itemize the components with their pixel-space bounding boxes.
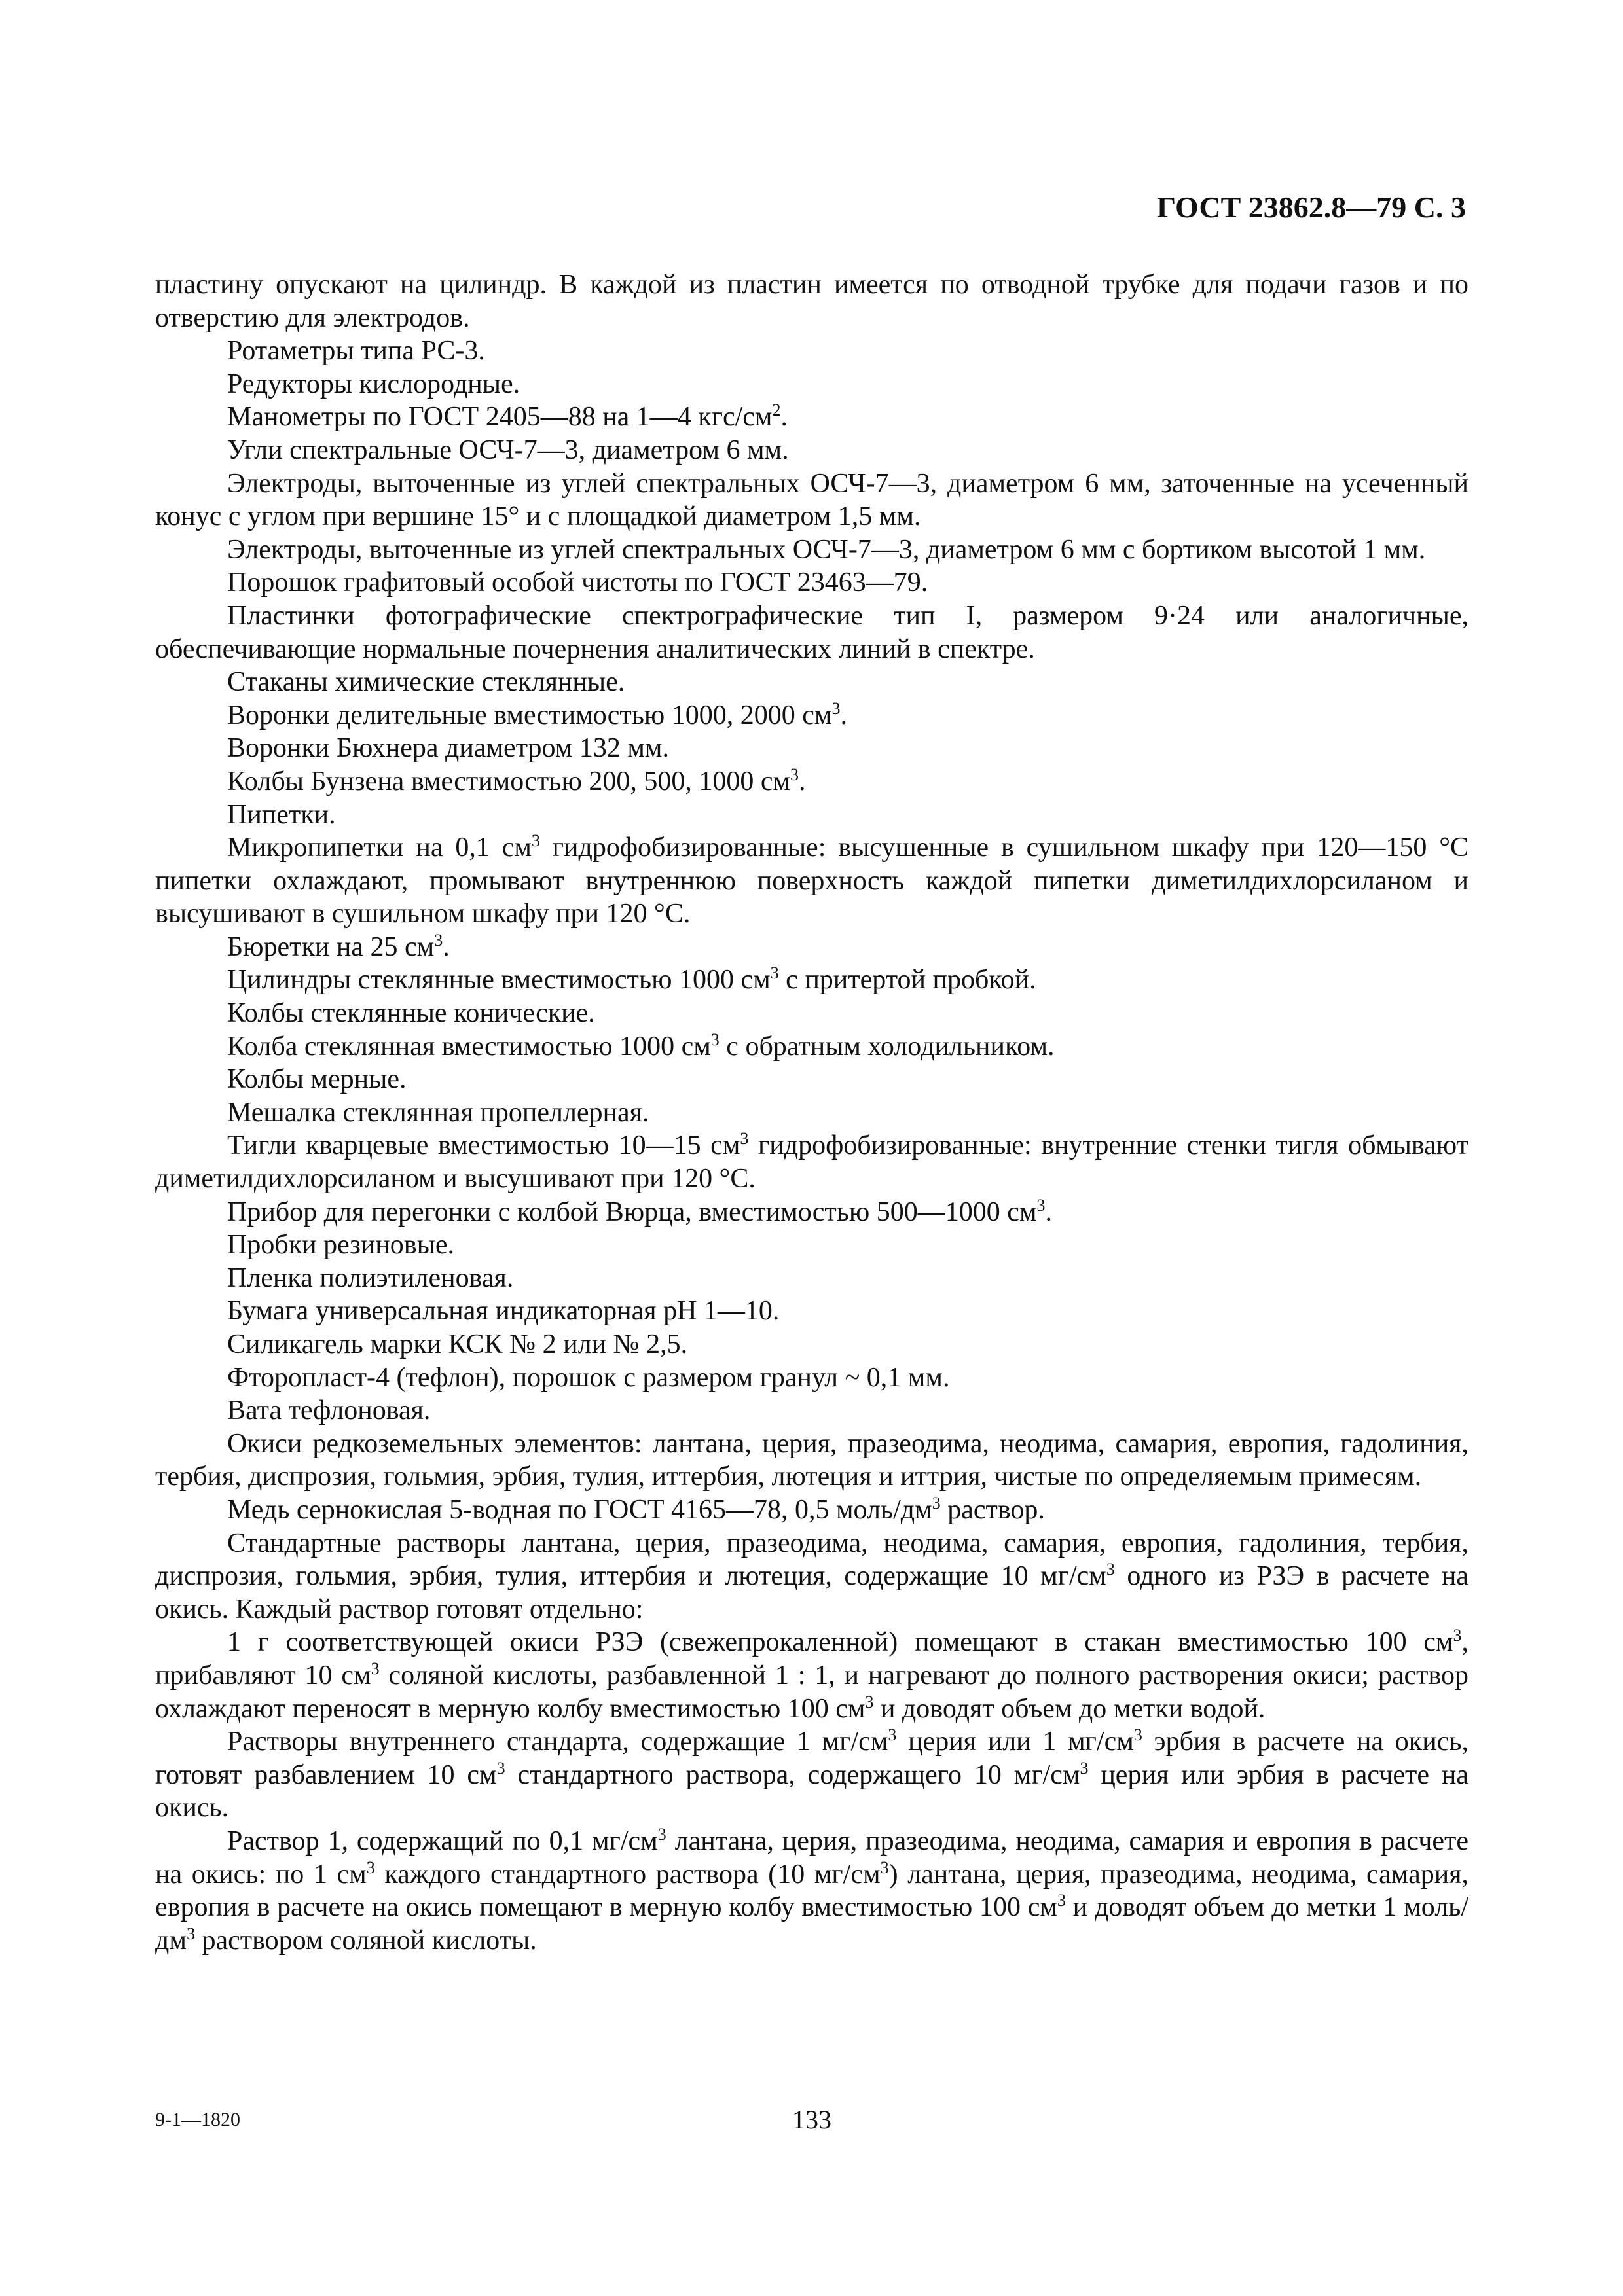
superscript: 3 bbox=[888, 1725, 897, 1745]
paragraph: Колба стеклянная вместимостью 1000 $см^3$ с обратным холодильником. bbox=[227, 1030, 1055, 1062]
superscript: 3 bbox=[186, 1924, 195, 1943]
paragraph: Редукторы кислородные. bbox=[227, 368, 520, 399]
paragraph: пластину опускают на цилиндр. В каждой из пластин имеется по отводной трубке для подачи газов и по отверстию для электродов. bbox=[155, 270, 1468, 333]
paragraph: Цилиндры стеклянные вместимостью 1000 $см^3$ с притертой пробкой. bbox=[227, 963, 1036, 996]
superscript: 3 bbox=[1080, 1758, 1089, 1778]
paragraph: Электроды, выточенные из углей спектральных ОСЧ-7—3, диаметром 6 мм, заточенные на усеченный конус с углом при вершине 15° и с площадкой диаметром 1,5 мм. bbox=[155, 468, 1468, 532]
superscript: 3 bbox=[1057, 1891, 1066, 1910]
superscript: 3 bbox=[434, 930, 443, 950]
superscript: 3 bbox=[932, 1493, 941, 1513]
paragraph: Прибор для перегонки с колбой Вюрца, вместимостью 500—1000 $см^3$. bbox=[227, 1195, 1053, 1227]
paragraph: Пленка полиэтиленовая. bbox=[227, 1263, 514, 1293]
paragraph: Пипетки. bbox=[227, 799, 336, 830]
paragraph: Электроды, выточенные из углей спектральных ОСЧ-7—3, диаметром 6 мм с бортиком высотой 1 мм. bbox=[227, 534, 1426, 565]
paragraph: Растворы внутреннего стандарта, содержащие 1 $мг/см^3$ церия или 1 $мг/см^3$ эрбия в расчете на окись, готовят разбавлением 10 $см^3$ стандартного раствора, содержащего 10 $мг/см^3$ церия или эрбия в расчете на окись. bbox=[155, 1725, 1468, 1823]
superscript: 3 bbox=[865, 1692, 874, 1712]
superscript: 3 bbox=[1036, 1195, 1046, 1215]
paragraph: Силикагель марки КСК № 2 или № 2,5. bbox=[227, 1329, 688, 1359]
footer-code: 9-1—1820 bbox=[155, 2109, 240, 2130]
paragraph: Фторопласт-4 (тефлон), порошок с размером гранул ~ 0,1 мм. bbox=[227, 1362, 950, 1393]
paragraph: Раствор 1, содержащий по 0,1 $мг/см^3$ лантана, церия, празеодима, неодима, самария и европия в расчете на окись: по 1 $см^3$ каждого стандартного раствора (10 $мг/см^3$) лантана, церия, празеодима, неодима, самария, европия в расчете на окись помещают в мерную колбу вместимостью 100 $см^3$ и доводят объем до метки 1 моль/$дм^3$ раствором соляной кислоты. bbox=[155, 1824, 1469, 1956]
document-body bbox=[155, 268, 1468, 1957]
superscript: 3 bbox=[770, 963, 779, 983]
superscript: 3 bbox=[371, 1659, 380, 1678]
paragraph: Порошок графитовый особой чистоты по ГОСТ 23463—79. bbox=[227, 567, 928, 598]
paragraph: Ротаметры типа РС-3. bbox=[227, 336, 485, 367]
paragraph: Пробки резиновые. bbox=[227, 1230, 454, 1261]
paragraph: Воронки делительные вместимостью 1000, 2000 $см^3$. bbox=[227, 698, 847, 730]
paragraph: Колбы Бунзена вместимостью 200, 500, 1000 $см^3$. bbox=[227, 764, 806, 797]
paragraph: Бюретки на 25 $см^3$. bbox=[227, 930, 450, 962]
paragraph: Пластинки фотографические спектрографические тип I, размером 9·24 или аналогичные, обеспечивающие нормальные почернения аналитических линий в спектре. bbox=[155, 600, 1468, 664]
paragraph: 1 г соответствующей окиси РЗЭ (свежепрокаленной) помещают в стакан вместимостью 100 $см^3$, прибавляют 10 $см^3$ соляной кислоты, разбавленной 1 : 1, и нагревают до полного растворения окиси; раствор охлаждают переносят в мерную колбу вместимостью 100 $см^3$ и доводят объем до метки водой. bbox=[155, 1626, 1469, 1724]
page-number: 133 bbox=[792, 2105, 831, 2134]
superscript: 3 bbox=[790, 764, 799, 784]
paragraph: Воронки Бюхнера диаметром 132 мм. bbox=[227, 733, 669, 764]
paragraph: Стандартные растворы лантана, церия, празеодима, неодима, самария, европия, гадолиния, тербия, диспрозия, гольмия, эрбия, тулия, иттербия и лютеция, содержащие 10 $мг/см^3$ одного из РЗЭ в расчете на окись. Каждый раствор готовят отдельно: bbox=[155, 1528, 1468, 1624]
page-header: ГОСТ 23862.8—79 С. 3 bbox=[1156, 190, 1466, 224]
paragraph: Угли спектральные ОСЧ-7—3, диаметром 6 мм. bbox=[227, 435, 789, 465]
superscript: 3 bbox=[1453, 1626, 1462, 1645]
paragraph: Мешалка стеклянная пропеллерная. bbox=[227, 1097, 649, 1128]
superscript: 3 bbox=[740, 1129, 749, 1149]
superscript: 2 bbox=[772, 401, 781, 420]
paragraph: Стаканы химические стеклянные. bbox=[227, 667, 625, 698]
paragraph: Колбы стеклянные конические. bbox=[227, 998, 595, 1029]
paragraph: Тигли кварцевые вместимостью 10—15 $см^3$ гидрофобизированные: внутренние стенки тигля обмывают диметилдихлорсиланом и высушивают при 120 °С. bbox=[155, 1129, 1468, 1194]
paragraph: Манометры по ГОСТ 2405—88 на 1—4 кгс/$см^2$. bbox=[227, 401, 788, 433]
paragraph: Медь сернокислая 5-водная по ГОСТ 4165—78, 0,5 моль/$дм^3$ раствор. bbox=[227, 1493, 1045, 1525]
superscript: 3 bbox=[1133, 1725, 1142, 1745]
paragraph: Колбы мерные. bbox=[227, 1064, 407, 1095]
paragraph: Микропипетки на 0,1 $см^3$ гидрофобизированные: высушенные в сушильном шкафу при 120—150 °С пипетки охлаждают, промывают внутреннюю поверхность каждой пипетки диметилдихлорсиланом и высушивают в сушильном шкафу при 120 °С. bbox=[155, 831, 1469, 929]
superscript: 3 bbox=[657, 1824, 666, 1844]
superscript: 3 bbox=[710, 1030, 720, 1049]
superscript: 3 bbox=[496, 1758, 505, 1778]
paragraph: Окиси редкоземельных элементов: лантана, церия, празеодима, неодима, самария, европия, гадолиния, тербия, диспрозия, гольмия, эрбия, тулия, иттербия, лютеция и иттрия, чистые по определяемым примесям. bbox=[155, 1428, 1468, 1492]
superscript: 3 bbox=[366, 1857, 375, 1877]
superscript: 3 bbox=[531, 831, 540, 851]
superscript: 3 bbox=[1106, 1560, 1115, 1579]
superscript: 3 bbox=[880, 1857, 889, 1877]
paragraph: Вата тефлоновая. bbox=[227, 1395, 431, 1426]
paragraph: Бумага универсальная индикаторная pH 1—10. bbox=[227, 1296, 780, 1327]
superscript: 3 bbox=[831, 698, 841, 718]
